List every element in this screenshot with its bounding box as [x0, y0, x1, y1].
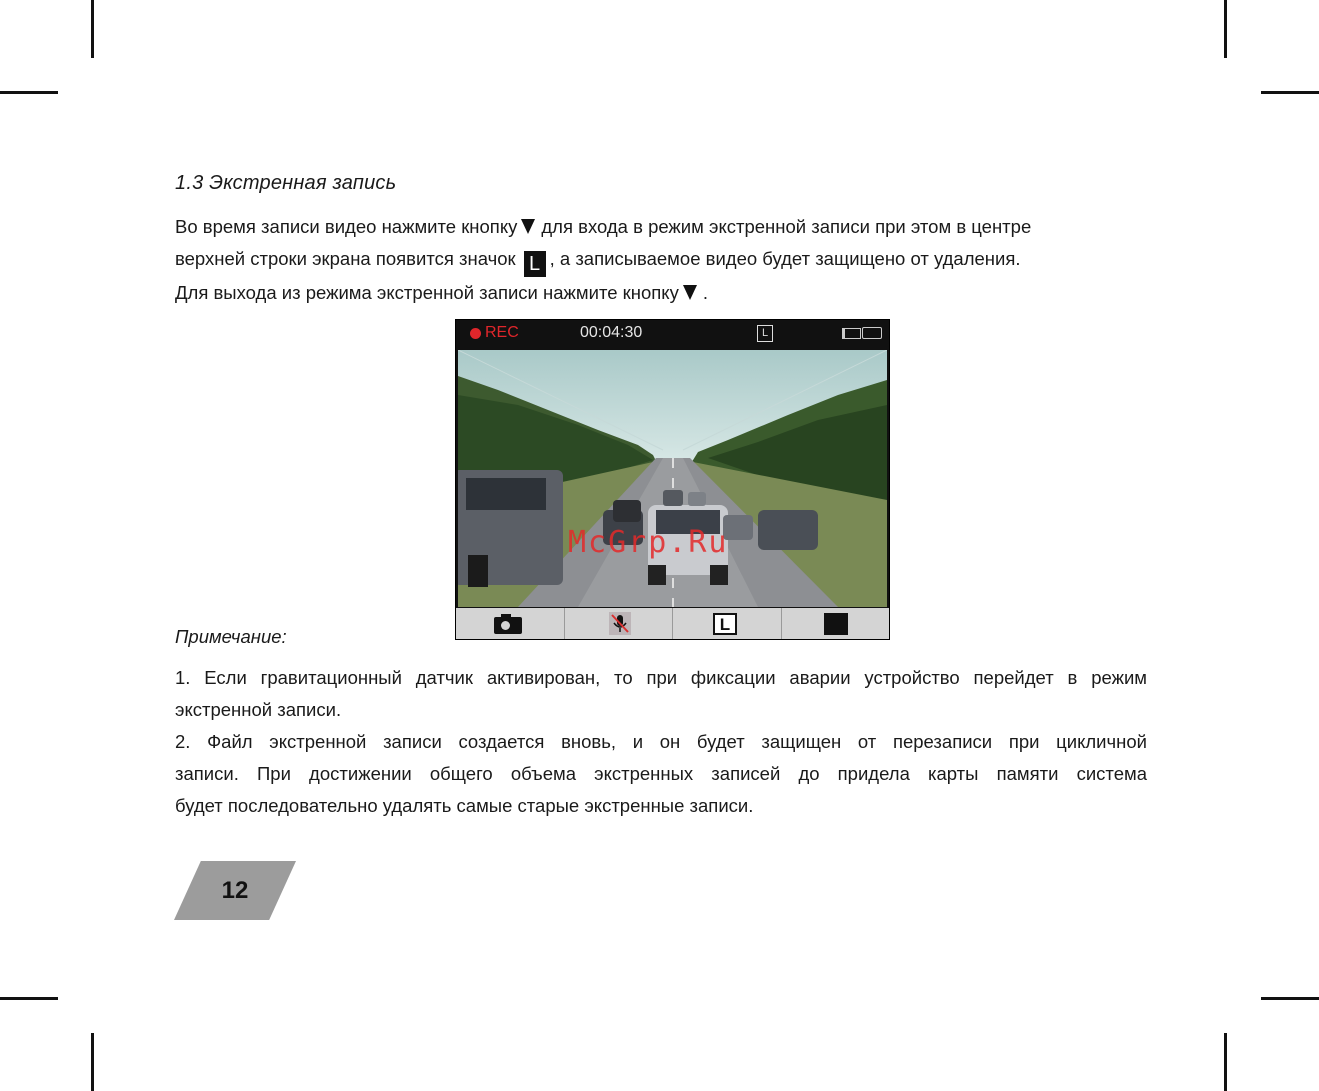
intro-text: верхней строки экрана появится значок [175, 248, 516, 269]
stop-square-icon [824, 613, 848, 635]
camera-lens-icon [501, 621, 510, 630]
intro-line-2 [175, 243, 1147, 277]
intro-text: Во время записи видео нажмите кнопку [175, 216, 518, 237]
crop-mark [0, 997, 58, 1000]
note-line: будет последовательно удалять самые старые экстренные записи. [175, 795, 754, 816]
rec-label: REC [485, 324, 519, 341]
mic-button[interactable] [565, 608, 674, 639]
dashcam-screen [455, 319, 890, 640]
intro-text: , а записываемое видео будет защищено от удаления. [549, 248, 1021, 269]
lock-l-icon: L [524, 251, 546, 277]
page-number: 12 [221, 877, 249, 904]
intro-line-1 [175, 211, 1147, 243]
note-paragraph-1 [175, 662, 1147, 726]
section-heading: 1.3 Экстренная запись [175, 172, 397, 194]
stop-button[interactable] [782, 608, 890, 639]
mic-muted-icon [609, 612, 631, 635]
record-dot-icon [470, 328, 481, 339]
crop-mark [91, 1033, 94, 1091]
note-line: экстренной записи. [175, 699, 342, 720]
sd-card-icon [842, 328, 861, 339]
intro-text: Для выхода из режима экстренной записи нажмите кнопку [175, 282, 679, 303]
crop-mark [1261, 91, 1319, 94]
note-paragraph-2 [175, 726, 1147, 822]
note-line: записи. При достижении общего объема экстренных записей до придела карты памяти система [175, 763, 1147, 784]
watermark: McGrp.Ru [568, 525, 729, 560]
lock-l-icon: L [757, 325, 773, 342]
crop-mark [1224, 1033, 1227, 1091]
intro-paragraph [175, 211, 1147, 309]
crop-mark [1261, 997, 1319, 1000]
down-triangle-icon [521, 219, 535, 234]
mic-muted-icon [609, 612, 631, 635]
note-title: Примечание: [175, 626, 287, 647]
recording-time: 00:04:30 [580, 324, 643, 341]
intro-text: для входа в режим экстренной записи при этом в центре [541, 216, 1032, 237]
note-line: 1. Если гравитационный датчик активирован, то при фиксации аварии устройство перейдет в режим [175, 667, 1147, 688]
down-triangle-icon [683, 285, 697, 300]
note-line: 2. Файл экстренной записи создается вновь, и он будет защищен от перезаписи при цикличной [175, 731, 1147, 752]
camera-view-image [458, 350, 887, 607]
battery-icon [862, 327, 882, 339]
intro-line-3 [175, 277, 1147, 309]
crop-mark [0, 91, 58, 94]
intro-text: . [702, 282, 708, 303]
lock-l-icon: L [713, 613, 737, 635]
crop-mark [91, 0, 94, 58]
photo-button[interactable] [456, 608, 565, 639]
lock-button[interactable] [673, 608, 782, 639]
control-bar [456, 608, 889, 639]
highway-scene [458, 350, 887, 607]
crop-mark [1224, 0, 1227, 58]
status-bar [456, 320, 889, 348]
